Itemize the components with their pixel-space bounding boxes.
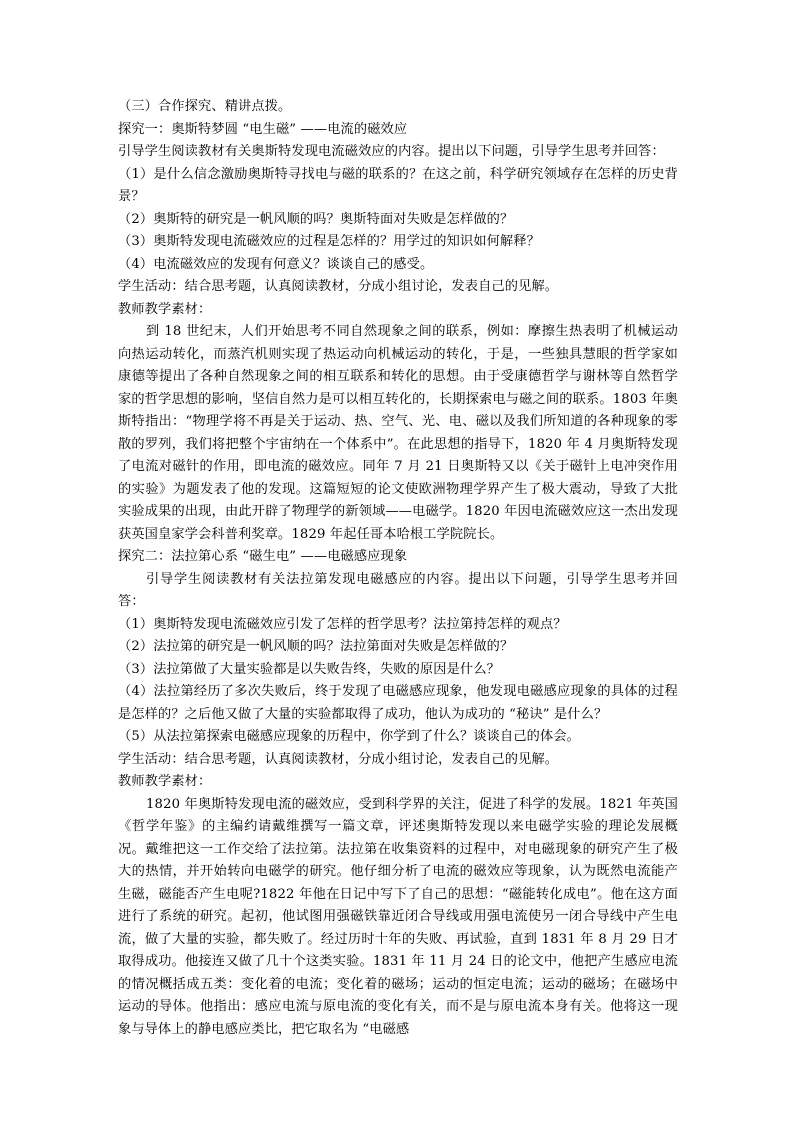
inquiry2-question-2: （2）法拉第的研究是一帆风顺的吗？法拉第面对失败是怎样做的？ bbox=[118, 639, 514, 654]
inquiry1-question-4: （4）电流磁效应的发现有何意义？谈谈自己的感受。 bbox=[118, 256, 434, 272]
inquiry1-material-label: 教师教学素材： bbox=[118, 301, 212, 317]
inquiry1-question-3: （3）奥斯特发现电流磁效应的过程是怎样的？用学过的知识如何解释？ bbox=[118, 234, 540, 249]
inquiry2-intro: 引导学生阅读教材有关法拉第发现电磁感应的内容。提出以下问题，引导学生思考并回答： bbox=[118, 571, 678, 609]
inquiry2-material-text: 1820 年奥斯特发现电流的磁效应，受到科学界的关注，促进了科学的发展。1821 年英国《哲学年鉴》的主编约请戴维撰写一篇文章，评述奥斯特发现以来电磁学实验的理论发展概况。戴维把这一工作交给了法拉第。法拉第在收集资料的过程中，对电磁现象的研究产生了极大的热情，并开始转向电磁学的研究。他仔细分析了电流的磁效应等现象，认为既然电流能产生磁，磁能否产生电呢?1822 年他在日记中写下了自己的思想：“磁能转化成电”。他在这方面进行了系统的研究。起初，他试图用强磁铁靠近闭合导线或用强电流使另一闭合导线中产生电流，做了大量的实验，都失败了。经过历时十年的失败、再试验，直到 1831 年 8 月 29 日才取得成功。他接连又做了几十个这类实验。1831 年 11 月 24 日的论文中，他把产生感应电流的情况概括成五类：变化着的电流；变化着的磁场；运动的恒定电流；运动的磁场；在磁场中运动的导体。他指出：感应电流与原电流的变化有关，而不是与原电流本身有关。他将这一现象与导体上的静电感应类比，把它取名为 “电磁感 bbox=[118, 796, 678, 1037]
section-title: （三）合作探究、精讲点拨。 bbox=[118, 99, 292, 114]
inquiry2-material-label: 教师教学素材： bbox=[118, 774, 212, 789]
inquiry1-question-2: （2）奥斯特的研究是一帆风顺的吗？奥斯特面对失败是怎样做的？ bbox=[118, 211, 514, 227]
inquiry2-question-3: （3）法拉第做了大量实验都是以失败告终，失败的原因是什么？ bbox=[118, 661, 500, 677]
inquiry1-title: 探究一：奥斯特梦圆 “电生磁” ——电流的磁效应 bbox=[118, 121, 408, 137]
document-page bbox=[118, 96, 678, 1041]
inquiry2-question-5: （5）从法拉第探索电磁感应现象的历程中，你学到了什么？谈谈自己的体会。 bbox=[118, 729, 581, 744]
inquiry1-intro: 引导学生阅读教材有关奥斯特发现电流磁效应的内容。提出以下问题，引导学生思考并回答： bbox=[118, 144, 665, 159]
inquiry2-student-activity: 学生活动：结合思考题，认真阅读教材，分成小组讨论，发表自己的见解。 bbox=[118, 751, 559, 767]
inquiry1-material-text: 到 18 世纪末，人们开始思考不同自然现象之间的联系，例如：摩擦生热表明了机械运动向热运动转化，而蒸汽机则实现了热运动向机械运动的转化，于是，一些独具慧眼的哲学家如康德等提出了各种自然现象之间的相互联系和转化的思想。由于受康德哲学与谢林等自然哲学家的哲学思想的影响，坚信自然力是可以相互转化的，长期探索电与磁之间的联系。1803 年奥斯特指出：“物理学将不再是关于运动、热、空气、光、电、磁以及我们所知道的各种现象的零散的罗列，我们将把整个宇宙纳在一个体系中”。在此思想的指导下，1820 年 4 月奥斯特发现了电流对磁针的作用，即电流的磁效应。同年 7 月 21 日奥斯特又以《关于磁针上电冲突作用的实验》为题发表了他的发现。这篇短短的论文使欧洲物理学界产生了极大震动，导致了大批实验成果的出现，由此开辟了物理学的新领域——电磁学。1820 年因电流磁效应这一杰出发现获英国皇家学会科普利奖章。1829 年起任哥本哈根工学院院长。 bbox=[118, 324, 678, 542]
inquiry2-question-4: （4）法拉第经历了多次失败后，终于发现了电磁感应现象，他发现电磁感应现象的具体的过程是怎样的？之后他又做了大量的实验都取得了成功，他认为成功的 “秘诀” 是什么？ bbox=[118, 684, 678, 722]
inquiry1-question-1: （1）是什么信念激励奥斯特寻找电与磁的联系的？在这之前，科学研究领域存在怎样的历史背景？ bbox=[118, 166, 678, 204]
inquiry2-title: 探究二：法拉第心系 “磁生电” ——电磁感应现象 bbox=[118, 549, 408, 564]
inquiry1-student-activity: 学生活动：结合思考题，认真阅读教材，分成小组讨论，发表自己的见解。 bbox=[118, 279, 559, 294]
inquiry2-question-1: （1）奥斯特发现电流磁效应引发了怎样的哲学思考？法拉第持怎样的观点？ bbox=[118, 616, 567, 632]
